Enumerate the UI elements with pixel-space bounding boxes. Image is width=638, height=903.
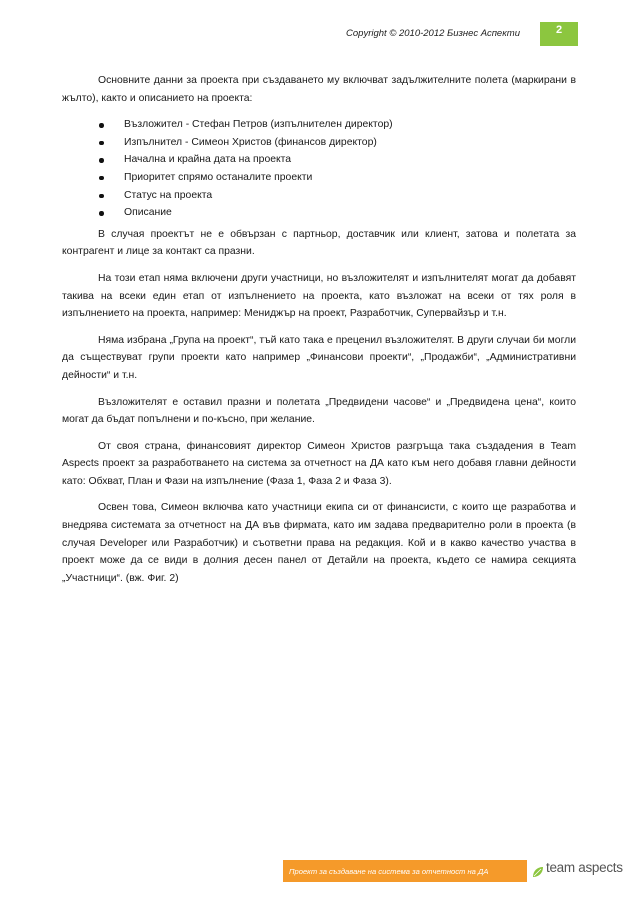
paragraph: На този етап няма включени други участници, но възложителят и изпълнителят могат да добавят такива на всеки един етап от изпълнението на проекта, като възложат на всеки от тях роля в изпълнението на проекта, например: Мениджър на проект, Разработчик, Супервайзър и т.н. (62, 272, 576, 320)
paragraph: Няма избрана „Група на проект“, тъй като така е преценил възложителят. В други случаи би могли да съществуват групи проекти като например „Финансови проекти“, „Продажби“, „Административни дейности“ и т.н. (62, 334, 576, 381)
intro-paragraph: Основните данни за проекта при създаването му включват задължителните полета (маркирани в жълто), както и описанието на проекта: (62, 75, 576, 104)
bullet-icon (99, 211, 104, 216)
header-copyright: Copyright © 2010-2012 Бизнес Аспекти (346, 28, 520, 39)
bullet-icon (99, 194, 104, 199)
footer-project-title: Проект за създаване на система за отчетност на ДА (289, 866, 489, 876)
paragraph: От своя страна, финансовият директор Симеон Христов разгръща така създадения в Team Aspects проект за разработването на система за отчетност на ДА като към него добавя главни дейности като: Обхват, План и Фази на изпълнение (Фаза 1, Фаза 2 и Фаза 3). (62, 440, 576, 487)
list-item (62, 134, 576, 152)
leaf-icon (532, 866, 544, 878)
list-item-text: Описание (124, 207, 172, 219)
list-item-text: Приоритет спрямо останалите проекти (124, 171, 313, 183)
list-item (62, 151, 576, 169)
page-number-badge (540, 22, 578, 46)
list-item (62, 169, 576, 187)
page-number: 2 (555, 24, 563, 36)
list-item-text: Изпълнител - Симеон Христов (финансов директор) (124, 136, 377, 148)
paragraph: В случая проектът не е обвързан с партньор, доставчик или клиент, затова и полетата за контрагент и лице за контакт са празни. (62, 228, 576, 258)
list-item (62, 187, 576, 205)
document-body (62, 72, 576, 596)
fields-list (62, 116, 576, 222)
bullet-icon (99, 123, 104, 128)
list-item (62, 116, 576, 134)
bullet-icon (99, 158, 104, 163)
bullet-icon (99, 176, 104, 181)
list-item-text: Начална и крайна дата на проекта (124, 154, 292, 166)
list-item (62, 204, 576, 222)
bullet-icon (99, 141, 104, 146)
list-item-text: Статус на проекта (124, 189, 213, 201)
footer-band (283, 860, 527, 882)
paragraph: Възложителят е оставил празни и полетата „Предвидени часове“ и „Предвидена цена“, които могат да бъдат попълнени и по-късно, при желание. (62, 396, 576, 426)
logo-wordmark: team aspects (546, 860, 623, 875)
paragraph: Освен това, Симеон включва като участници екипа си от финансисти, с които ще разработва и внедрява системата за отчетност на ДА във фирмата, като им задава предварително роли в проекта (в случая Developer или Разработчик) и съответни права на редакция. Кой и в какво качество участва в проект може да се види в долния десен панел от Детайли на проекта, където се намира секцията „Участници“. (вж. Фиг. 2) (62, 502, 576, 584)
team-aspects-logo (532, 858, 628, 886)
list-item-text: Възложител - Стефан Петров (изпълнителен директор) (124, 119, 393, 131)
